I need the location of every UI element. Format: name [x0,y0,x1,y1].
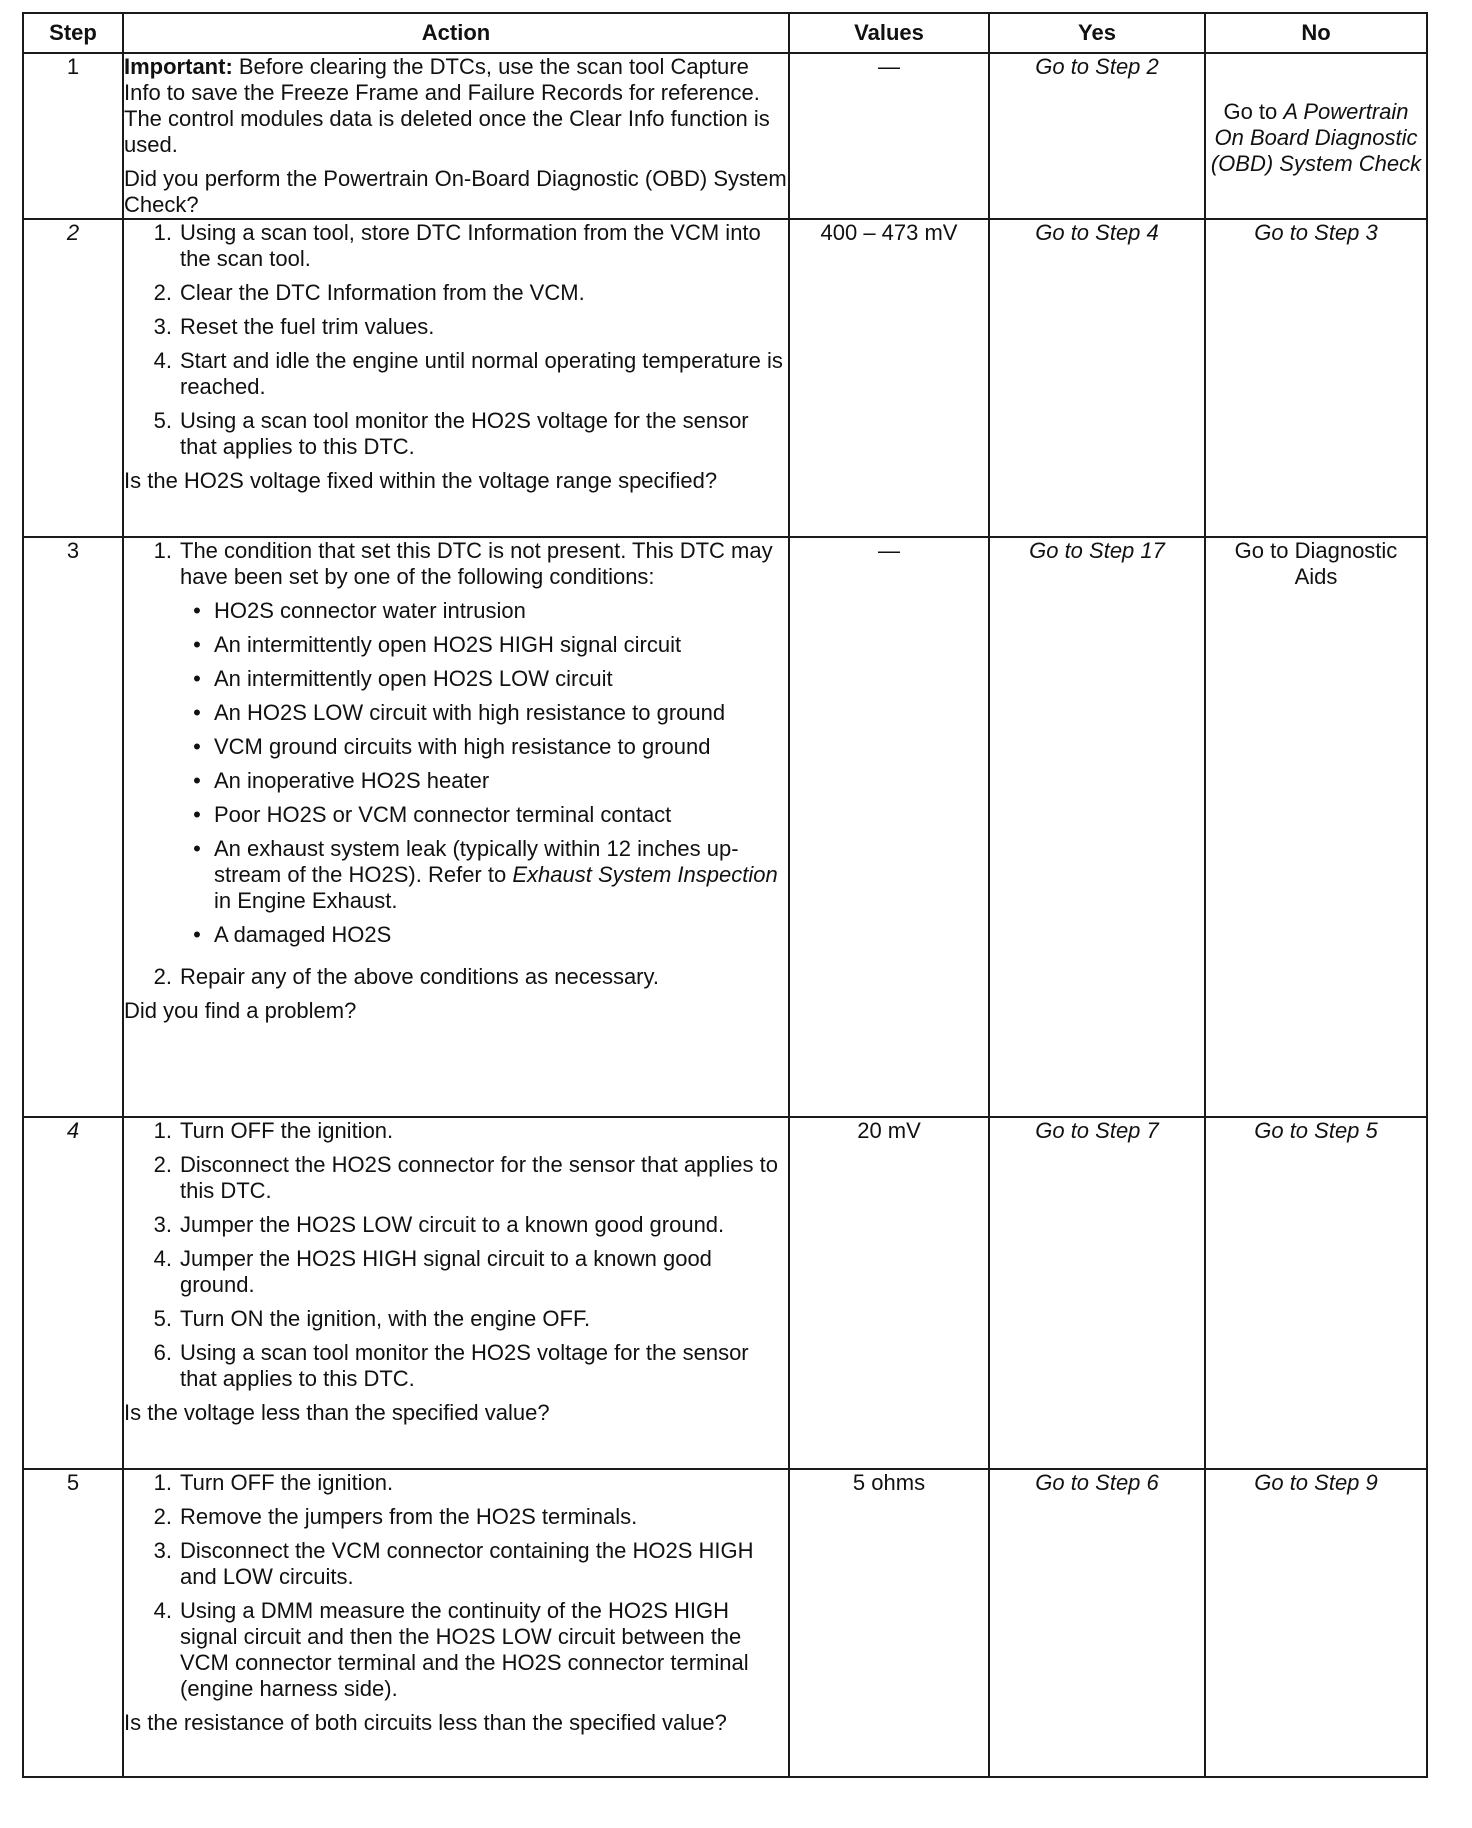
step-number: 5 [23,1469,123,1777]
important-text: Before clearing the DTCs, use the scan tool Capture Info to save the Freeze Frame and Failure Records for reference. The control modules data is deleted once the Clear Info function is used. [124,54,770,157]
action-cell [123,219,789,537]
action-cell [123,537,789,1117]
table-row [23,537,1427,1117]
action-step: 6. Using a scan tool monitor the HO2S voltage for the sensor that applies to this DTC. [153,1340,749,1391]
header-yes: Yes [989,13,1205,53]
yes-cell: Go to Step 17 [989,537,1205,1117]
list-item: • HO2S connector water intrusion [193,598,526,623]
action-step: 4. Jumper the HO2S HIGH signal circuit to a known good ground. [153,1246,712,1297]
action-step: 2. Clear the DTC Information from the VCM. [153,280,585,305]
diagnostic-table-sheet [22,12,1426,1778]
action-step: 3. Disconnect the VCM connector containing the HO2S HIGH and LOW circuits. [153,1538,754,1589]
step-number: 4 [23,1117,123,1469]
header-step: Step [23,13,123,53]
yes-cell: Go to Step 6 [989,1469,1205,1777]
action-step: 4. Start and idle the engine until normal operating temperature is reached. [153,348,783,399]
list-item: • An HO2S LOW circuit with high resistance to ground [193,700,726,725]
no-reference: A Powertrain On Board Diagnostic (OBD) System Check [1210,99,1422,176]
action-step: 3. Reset the fuel trim values. [153,314,435,339]
action-steps [124,1118,788,1392]
yes-cell: Go to Step 2 [989,53,1205,219]
yes-cell: Go to Step 7 [989,1117,1205,1469]
list-item: • A damaged HO2S [193,922,392,947]
no-cell: Go to Step 5 [1205,1117,1427,1469]
value-cell: 5 ohms [789,1469,989,1777]
header-values: Values [789,13,989,53]
no-cell: Go to Step 9 [1205,1469,1427,1777]
no-cell [1205,53,1427,219]
table-header-row [23,13,1427,53]
step-number: 2 [23,219,123,537]
condition-list [180,598,788,948]
value-cell: 400 – 473 mV [789,219,989,537]
action-step: 2. Remove the jumpers from the HO2S terminals. [153,1504,638,1529]
action-step: 4. Using a DMM measure the continuity of the HO2S HIGH signal circuit and then the HO2S LOW circuit between the VCM connector terminal and the HO2S connector terminal (engine harness side). [153,1598,749,1701]
no-cell: Go to Diagnostic Aids [1205,537,1427,1117]
table-row [23,1469,1427,1777]
list-item: • Poor HO2S or VCM connector terminal contact [193,802,672,827]
diagnostic-table [22,12,1428,1778]
table-row [23,1117,1427,1469]
header-no: No [1205,13,1427,53]
question: Is the HO2S voltage fixed within the voltage range specified? [124,468,718,493]
important-label: Important: [124,54,233,79]
value-cell: — [789,537,989,1117]
no-prefix: Go to [1223,99,1284,124]
question: Did you find a problem? [124,998,357,1023]
exhaust-reference: Exhaust System Inspection [512,862,778,887]
list-item: • VCM ground circuits with high resistance to ground [193,734,711,759]
action-step: 1. Turn OFF the ignition. [153,1118,394,1143]
action-step: 1. Using a scan tool, store DTC Information from the VCM into the scan tool. [153,220,761,271]
yes-cell: Go to Step 4 [989,219,1205,537]
question: Is the voltage less than the specified value? [124,1400,550,1425]
action-steps [124,1470,788,1702]
action-steps [124,220,788,460]
action-steps [124,538,788,990]
table-row [23,53,1427,219]
action-step: 3. Jumper the HO2S LOW circuit to a known good ground. [153,1212,725,1237]
action-cell [123,53,789,219]
action-step: 2. Repair any of the above conditions as necessary. [153,964,659,989]
important-note [124,54,788,158]
question: Did you perform the Powertrain On-Board Diagnostic (OBD) System Check? [124,166,787,217]
step-number: 1 [23,53,123,219]
question: Is the resistance of both circuits less than the specified value? [124,1710,727,1735]
action-step: 5. Turn ON the ignition, with the engine OFF. [153,1306,591,1331]
action-step: 2. Disconnect the HO2S connector for the sensor that applies to this DTC. [153,1152,778,1203]
table-row [23,219,1427,537]
value-cell: — [789,53,989,219]
action-cell [123,1469,789,1777]
list-item: • An intermittently open HO2S LOW circuit [193,666,613,691]
list-item: • An inoperative HO2S heater [193,768,490,793]
action-step: 5. Using a scan tool monitor the HO2S voltage for the sensor that applies to this DTC. [153,408,749,459]
action-cell [123,1117,789,1469]
step-number: 3 [23,537,123,1117]
no-cell: Go to Step 3 [1205,219,1427,537]
action-step: 1. Turn OFF the ignition. [153,1470,394,1495]
value-cell: 20 mV [789,1117,989,1469]
list-item: • An exhaust system leak (typically within 12 inches up-stream of the HO2S). Refer to Exhaust System Inspection in Engine Exhaust. [193,836,778,913]
list-item: • An intermittently open HO2S HIGH signal circuit [193,632,682,657]
header-action: Action [123,13,789,53]
action-step: 1. The condition that set this DTC is not present. This DTC may have been set by one of the following conditions: • HO2S connector water intrusion • An intermittently open HO2S HIGH signal circuit • An intermittently open HO2S LOW circuit • An HO2S LOW circuit with high resistance to ground • VCM ground circuits with high resistance to ground • An inoperative HO2S heater • Poor HO2S or VCM connector terminal contact • An exhaust system leak (typically within 12 inches up-stream of the HO2S). Refer to Exhaust System Inspection in Engine Exhaust. • A damaged HO2S [124,538,788,956]
